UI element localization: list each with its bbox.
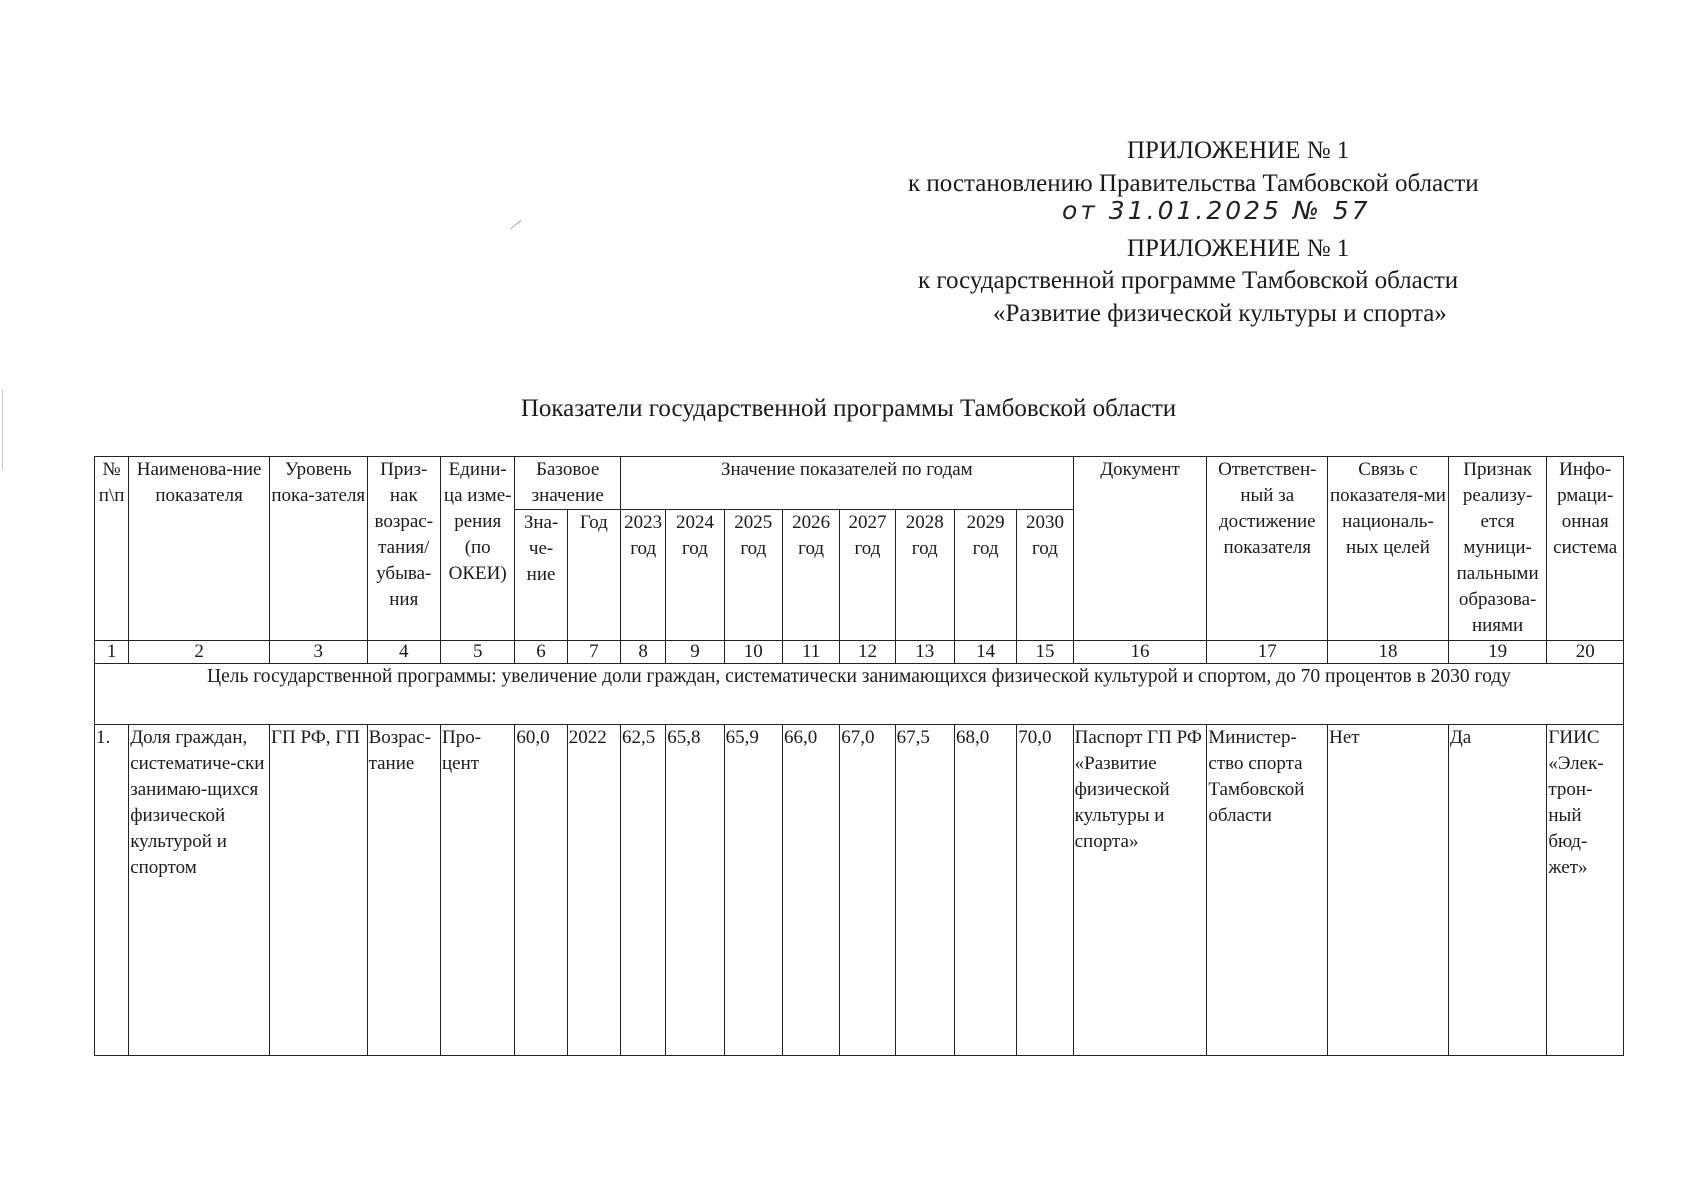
row-value-2029: 68,0: [954, 725, 1016, 1056]
row-document: Паспорт ГП РФ «Развитие физической культуры и спорта»: [1073, 725, 1207, 1056]
program-name: «Развитие физической культуры и спорта»: [993, 300, 1447, 327]
scan-edge-mark: [2, 390, 3, 470]
program-goal: Цель государственной программы: увеличение доли граждан, систематически занимающихся физической культурой и спортом, до 70 процентов в 2030 году: [95, 664, 1624, 725]
row-value-2028: 67,5: [895, 725, 954, 1056]
header-info-system: Инфо-рмаци-онная система: [1547, 457, 1624, 641]
program-appendix-title: ПРИЛОЖЕНИЕ № 1: [1127, 235, 1350, 262]
header-year-2030: 2030 год: [1017, 510, 1073, 641]
header-num: № п\п: [95, 457, 129, 641]
header-name: Наименова-ние показателя: [129, 457, 270, 641]
column-number: 9: [666, 641, 724, 664]
header-level: Уровень пока-зателя: [270, 457, 368, 641]
column-number: 6: [515, 641, 567, 664]
appendix-title: ПРИЛОЖЕНИЕ № 1: [1127, 137, 1350, 164]
header-responsible: Ответствен-ный за достижение показателя: [1207, 457, 1328, 641]
column-numbers-row: [95, 641, 1624, 664]
column-number: 16: [1073, 641, 1207, 664]
column-number: 14: [954, 641, 1016, 664]
row-value-2023: 62,5: [621, 725, 666, 1056]
header-base-year: Год: [567, 510, 620, 641]
goal-row: [95, 664, 1624, 725]
column-number: 5: [440, 641, 514, 664]
column-number: 8: [621, 641, 666, 664]
row-value-2025: 65,9: [724, 725, 782, 1056]
row-municipal: Да: [1448, 725, 1547, 1056]
header-year-2027: 2027 год: [840, 510, 895, 641]
row-value-2026: 66,0: [782, 725, 839, 1056]
row-level: ГП РФ, ГП: [270, 725, 368, 1056]
column-number: 2: [129, 641, 270, 664]
header-national-goals: Связь с показателя-ми националь-ных целей: [1328, 457, 1449, 641]
row-national-goals: Нет: [1328, 725, 1449, 1056]
column-number: 19: [1448, 641, 1547, 664]
indicators-table: [94, 456, 1624, 1056]
header-year-2024: 2024 год: [666, 510, 724, 641]
row-value-2027: 67,0: [840, 725, 895, 1056]
decree-date-handwritten: от 31.01.2025 № 57: [1062, 196, 1371, 225]
column-number: 17: [1207, 641, 1328, 664]
decree-reference: к постановлению Правительства Тамбовской области: [908, 170, 1479, 197]
header-year-2028: 2028 год: [895, 510, 954, 641]
column-number: 10: [724, 641, 782, 664]
header-year-2029: 2029 год: [954, 510, 1016, 641]
table-header-row: [95, 457, 1624, 510]
column-number: 13: [895, 641, 954, 664]
row-name: Доля граждан, систематиче-ски занимаю-щихся физической культурой и спортом: [129, 725, 270, 1056]
header-years-group: Значение показателей по годам: [621, 457, 1074, 510]
header-year-2026: 2026 год: [782, 510, 839, 641]
table-row: [95, 725, 1624, 1056]
header-year-2023: 2023 год: [621, 510, 666, 641]
header-base-value: Зна-че-ние: [515, 510, 567, 641]
column-number: 1: [95, 641, 129, 664]
header-document: Документ: [1073, 457, 1207, 641]
column-number: 20: [1547, 641, 1624, 664]
column-number: 4: [367, 641, 440, 664]
row-base-year: 2022: [567, 725, 620, 1056]
row-num: 1.: [95, 725, 129, 1056]
row-base-value: 60,0: [515, 725, 567, 1056]
column-number: 11: [782, 641, 839, 664]
header-municipal: Признак реализу-ется муници-пальными образова-ниями: [1448, 457, 1547, 641]
header-base-group: Базовое значение: [515, 457, 621, 510]
column-number: 18: [1328, 641, 1449, 664]
header-year-2025: 2025 год: [724, 510, 782, 641]
header-unit: Едини-ца изме-рения (по ОКЕИ): [440, 457, 514, 641]
column-number: 12: [840, 641, 895, 664]
row-responsible: Министер-ство спорта Тамбовской области: [1207, 725, 1328, 1056]
document-title: Показатели государственной программы Тамбовской области: [520, 395, 1177, 422]
column-number: 7: [567, 641, 620, 664]
row-unit: Про-цент: [440, 725, 514, 1056]
column-number: 3: [270, 641, 368, 664]
header-trend: Приз-нак возрас-тания/ убыва-ния: [367, 457, 440, 641]
row-value-2030: 70,0: [1017, 725, 1073, 1056]
row-trend: Возрас-тание: [367, 725, 440, 1056]
column-number: 15: [1017, 641, 1073, 664]
scan-artifact: [510, 220, 521, 230]
row-value-2024: 65,8: [666, 725, 724, 1056]
program-reference: к государственной программе Тамбовской области: [918, 267, 1459, 294]
row-info-system: ГИИС «Элек-трон-ный бюд-жет»: [1547, 725, 1624, 1056]
